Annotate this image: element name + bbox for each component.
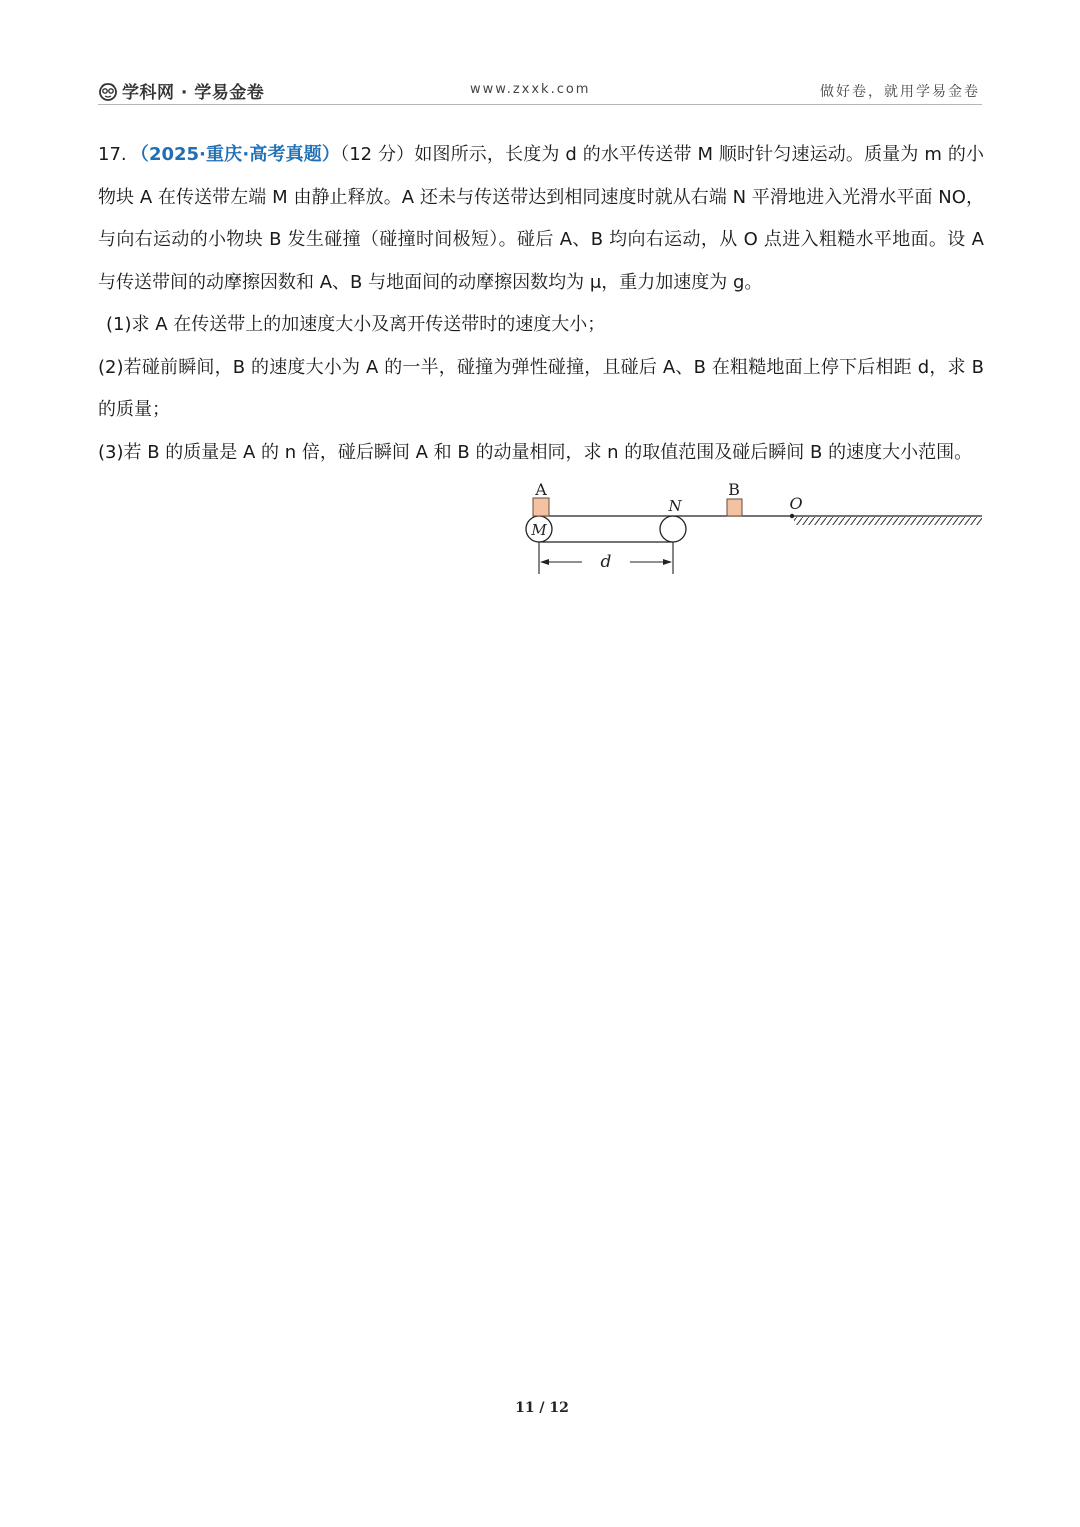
question-stem-paragraph — [98, 134, 984, 304]
label-b: B — [728, 480, 740, 499]
page-number: 11 / 12 — [515, 1400, 569, 1416]
dimension-arrowhead-right — [663, 559, 672, 565]
question-source: （2025·重庆·高考真题） — [130, 144, 341, 165]
conveyor-diagram — [520, 478, 990, 578]
brand-name: 学科网 · 学易金卷 — [122, 83, 265, 103]
question-points: （12 分） — [340, 144, 415, 165]
question-number: 17. — [98, 144, 127, 165]
label-o: O — [789, 494, 803, 513]
label-n: N — [668, 497, 682, 515]
dimension-arrowhead-left — [540, 559, 549, 565]
site-url: www.zxxk.com — [470, 82, 591, 97]
label-m: M — [531, 521, 547, 539]
block-a — [533, 498, 549, 516]
brand — [98, 78, 264, 103]
header-slogan: 做好卷，就用学易金卷 — [820, 84, 980, 100]
question-part-1: (1)求 A 在传送带上的加速度大小及离开传送带时的速度大小； — [106, 314, 606, 335]
rough-ground-hatching — [794, 517, 982, 525]
label-a: A — [535, 480, 547, 499]
question-17 — [98, 134, 984, 474]
question-part-2: (2)若碰前瞬间，B 的速度大小为 A 的一半，碰撞为弹性碰撞，且碰后 A、B 在粗糙地面上停下后相距 d，求 B 的质量； — [98, 356, 984, 420]
pulley-n — [660, 516, 686, 542]
page-header — [98, 76, 982, 105]
question-part-3: (3)若 B 的质量是 A 的 n 倍，碰后瞬间 A 和 B 的动量相同，求 n 的取值范围及碰后瞬间 B 的速度大小范围。 — [98, 441, 973, 463]
owl-logo-icon — [98, 81, 118, 101]
question-stem: 如图所示，长度为 d 的水平传送带 M 顺时针匀速运动。质量为 m 的小物块 A 在传送带左端 M 由静止释放。A 还未与传送带达到相同速度时就从右端 N 平滑地进入光滑水平面 NO，与向右运动的小物块 B 发生碰撞（碰撞时间极短）。碰后 A、B 均向右运动，从 O 点进入粗糙水平地面。设 A 与传送带间的动摩擦因数和 A、B 与地面间的动摩擦因数均为 μ，重力加速度为 g。 — [98, 144, 984, 293]
point-o — [790, 514, 794, 518]
block-b — [727, 499, 742, 516]
label-d: d — [600, 552, 612, 572]
